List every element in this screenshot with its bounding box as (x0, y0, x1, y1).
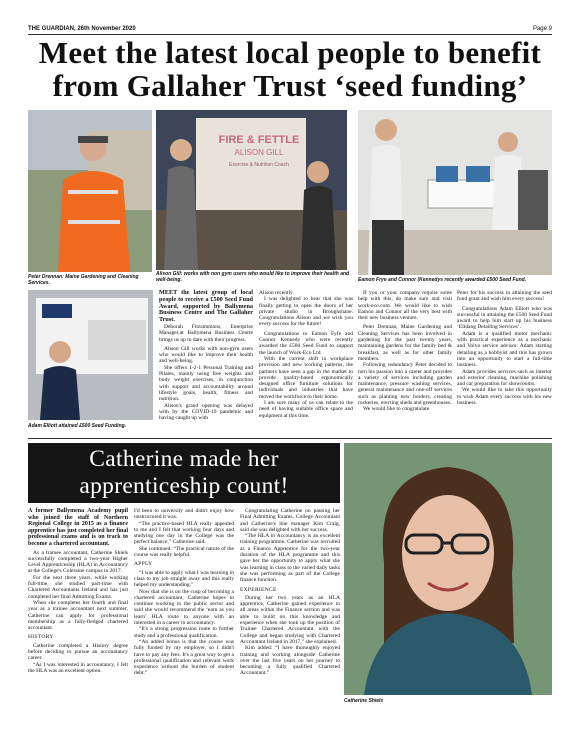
caption-catherine: Catherine Shiels (344, 698, 384, 704)
photo-peter-drennan (28, 110, 152, 272)
article1-col4 (457, 290, 552, 406)
caption-eamon: Eamon Frye and Connor (Kennedys recently awarded £500 Seed Fund. (358, 277, 527, 283)
photo-adam-elliott (28, 290, 153, 420)
article2-col2 (134, 508, 234, 677)
article1-col1-p4: Alison's grand opening was delayed with by the COVID-19 pandemic and having caught up with (159, 402, 253, 422)
article1-col3 (358, 290, 452, 413)
article2-col3b-p2: Kim added: “I have thoroughly enjoyed training and working alongside Catherine over the last five years on her journey to becoming a fully qualified Chartered Accountant.” (240, 645, 340, 677)
article2-col1 (28, 508, 128, 674)
photo-alison-gill (156, 110, 347, 270)
article1-col4-p3: Adam is a qualified motor mechanic with practical experience as a mechanic and Volvo service advisor. Adam starting detailing as a hobbyist and this has grown into an opportunity to start a full-time business. (457, 330, 552, 369)
article2-lead: A former Ballymena Academy pupil who joined the staff of Northern Regional College in 2015 as a finance apprentice has just completed her final professional exams and is on track to become a chartered accountant. (28, 508, 128, 547)
article2-col2-p2: “The practice-based HLA really appealed to me and I felt that working four days and studying one day in the College was the perfect balance,” Catherine said. (134, 520, 234, 546)
section-rule (28, 438, 552, 439)
sign-alison-gill: ALISON GILL (234, 148, 284, 157)
article1-col3-p4: We would like to congratulate (363, 406, 430, 413)
article2-col2b-p1: “I was able to apply what I was learning in class to my job straight away and this really helped my understanding.” (134, 569, 234, 589)
article1-col4-p4: Adam provides services such as interior and exterior cleaning, machine polishing and car preparation for showrooms. (457, 368, 552, 388)
main-headline (28, 36, 552, 102)
banner-line-2: apprenticeship count! (79, 473, 289, 499)
article1-col4-p2: Congratulations Adam Elliott who was successful in attaining the £500 Seed Fund award to help him start up his business ‘Elldang Detailing Services’. (457, 305, 552, 331)
article1-col3-p1: If you or your company require some help with this, do make sure and visit work-eco.com. We would like to wish Eamon and Connor all the very best with their new business venture. (358, 290, 452, 322)
article1-col1-p2: Alison Gill works with non-gym users who would like to improve their health and well-being. (159, 345, 253, 365)
sign-fire-fettle: FIRE & FETTLE (218, 134, 300, 146)
article2-col2-p3: She continued: “The practical nature of the course was really helpful. (134, 545, 234, 559)
headline-line-2: from Gallaher Trust ‘seed funding’ (52, 68, 528, 103)
article1-col2-p2: I was delighted to hear that she was finally getting to open the doors of her private studio in Broughshane. Congratulations Alison and we wish you every success for the future! (259, 296, 353, 328)
article1-col1-p1: Deborah Fitzsimmons, Enterprise Manager,at Ballymena Business Centre brings us up to date with their progress. (159, 323, 253, 343)
article1-col1-p3: She offers 1-2-1 Personal Training and Pilates, mainly using free weights and body weight exercises, in conjunction with support and accountability around lifestyle goals, health, fitness and nutrition. (159, 364, 253, 403)
article2-col1b-p2: “As I was interested in accountancy, I felt the HLA was an excellent option. (28, 661, 128, 674)
article2-col3 (240, 508, 340, 677)
headline-line-1: Meet the latest local people to benefit (38, 35, 542, 70)
sign-coach: Exercise & Nutrition Coach (229, 162, 289, 168)
article2-col1b-p1: Catherine completed a History degree before deciding to pursue an accountancy career. (28, 642, 128, 662)
caption-alison: Alison Gill: works with non gym users who would like to improve their health and well-being. (156, 271, 350, 283)
paper-date: THE GUARDIAN, 26th November 2020 (28, 26, 136, 32)
article2-col2b-p3: “It's a strong progression route to further study and a professional qualification. (134, 626, 234, 639)
banner-line-1: Catherine made her (89, 446, 279, 472)
article1-col1 (159, 290, 253, 421)
caption-peter: Peter Drennan: Maine Gardening and Cleaning Services. (28, 274, 139, 286)
article1-col2-p1: Alison recently (259, 290, 293, 296)
article2-col2b-p4: “An added bonus is that the course was fully funded by my employer, so I didn't have to pay any fees. It's a great way to get a professional qualification and relevant work experience without the burden of student debt.” (134, 638, 234, 677)
article1-col4-p1: Peter for his success in attaining the seed fund grant and wish him every success! (457, 290, 552, 303)
article1-col2-p5: I am sure many of us can relate to the need of having suitable office space and equipment at this time. (259, 400, 353, 419)
article2-col1-p2: For the next three years, while working full-time, she studied part-time with Chartered Accountants Ireland and has just completed her final Admitting Exams. (28, 574, 128, 600)
apply-subhead: APPLY (134, 561, 153, 568)
page-number: Page 9 (532, 26, 552, 32)
article2-col1-p3: When she completes her fourth and final year as a trainee accountant next summer, Catherine can apply for professional membership as a fully-fledged chartered accountant. (28, 599, 128, 632)
history-subhead: HISTORY (28, 634, 54, 641)
article1-col3-p3: Following redundancy Peter decided to turn his passion into a career and provides a variety of services including garden maintenance, pressure washing services, general maintenance and one-off services such as planting new borders, creating rockeries, erecting sheds and greenhouses. (358, 362, 452, 407)
article2-col2b-p2: Now that she is on the cusp of becoming a chartered accountant, Catherine hopes to continue working in the public sector and said she would recommend the ‘earn as you learn’ HLA route to anyone with an interested in a career in accountancy. (134, 588, 234, 627)
article1-col2 (259, 290, 353, 419)
article2-col1-p1: As a trainee accountant, Catherine Shiels successfully completed a two-year Higher Level Apprenticeship (HLA) in Accountancy at the College's Coleraine campus in 2017. (28, 549, 128, 575)
experience-subhead: EXPERIENCE (240, 586, 277, 593)
article2-col2-p1: I'd been to university and didn't enjoy how unstructured it was. (134, 508, 234, 521)
article1-col3-p2: Peter Drennan, Maine Gardening and Cleaning Services has been involved in gardening for the past twenty years, maintaining gardens for the family bed & breakfast, as well as for other family members. (358, 324, 452, 362)
article1-col2-p3: Congratulations to Eamon Fyfe and Connor Kennedy who were recently awarded the £500 Seed Fund to support the launch of Work-Eco Ltd. (259, 330, 353, 356)
caption-adam: Adam Elliott attained £500 Seed Funding. (28, 423, 127, 429)
article1-col4-p5: We would like to take this opportunity to wish Adam every success with his new business. (457, 387, 552, 407)
article2-col3b-p1: During her two years as an HLA apprentice, Catherine gained experience in all areas within the Finance section and was able to build on this knowledge and experience when she took up the position of Trainee Chartered Accountant with the College and began studying with Chartered Accountant Ireland in 2017,” she explained. (240, 594, 340, 645)
photo-eamon-connor (358, 110, 552, 275)
photo-catherine-shiels (344, 443, 552, 695)
article1-col2-p4: With the current shift in workplace provision and new working patterns, the partners have seen a gap in the market to provide quality-based ergonomically designed office furniture solutions for individuals and industries that have moved the workforce to their home. (259, 355, 353, 400)
article2-col3-p1: Congratulating Catherine on passing her Final Admitting Exams, College Accountant and Catherine's line manager Kim Craig, said she was delighted with her success. (240, 508, 340, 533)
article2-col3-p2: “The HLA in Accountancy is an excellent training programme. Catherine was recruited as a Finance Apprentice for the two-year duration of the HLA programme and this gave her the opportunity to apply what she was learning in class to the varied daily tasks she was performing as part of the College finance function. (240, 533, 340, 584)
catherine-banner (28, 443, 340, 503)
article1-lead: MEET the latest group of local people to receive a £500 Seed Fund Award, supported by Ballymena Business Centre and The Gallaher Trust. (159, 289, 253, 324)
